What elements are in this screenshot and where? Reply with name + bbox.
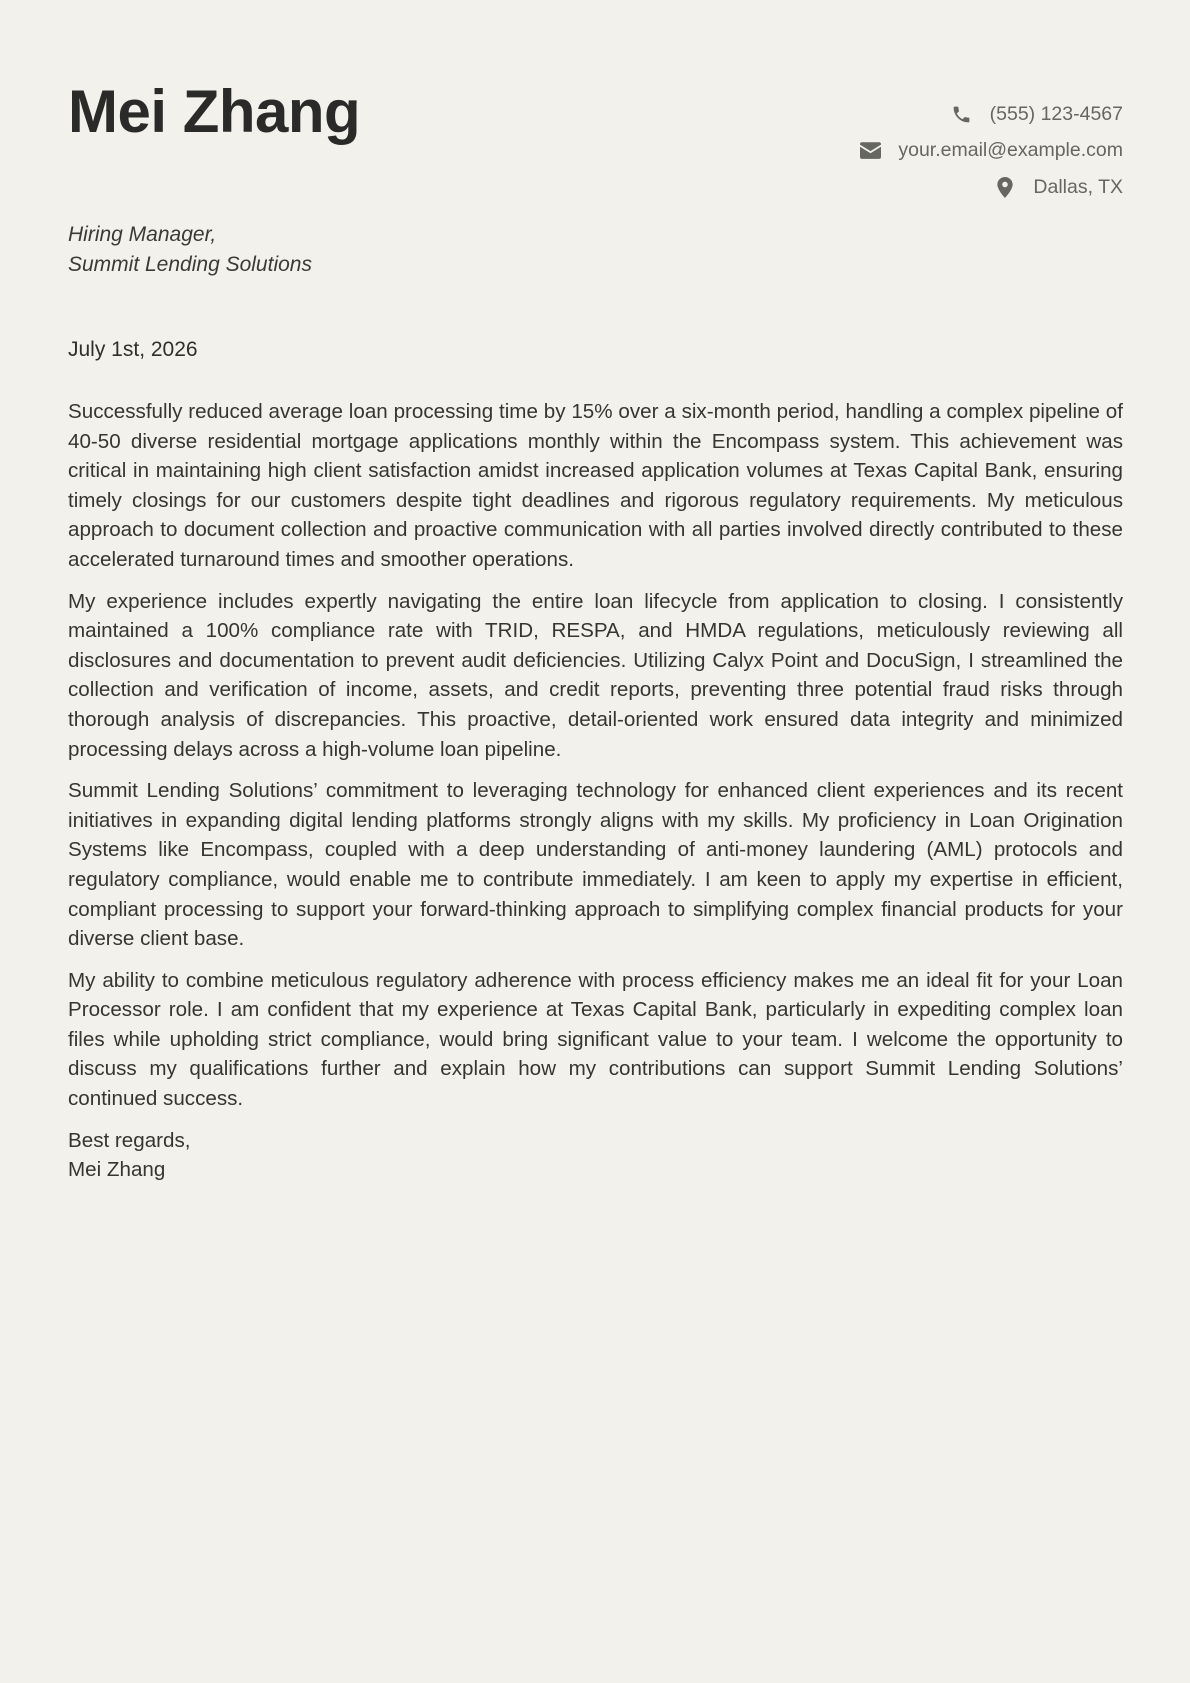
recipient-title: Hiring Manager, bbox=[68, 223, 217, 246]
applicant-name: Mei Zhang bbox=[68, 78, 361, 145]
contact-info bbox=[859, 96, 1123, 206]
letter-date: July 1st, 2026 bbox=[68, 338, 198, 361]
cover-letter-page bbox=[68, 0, 1123, 1683]
envelope-icon bbox=[859, 140, 881, 162]
contact-phone-row bbox=[859, 96, 1123, 133]
closing-signature: Mei Zhang bbox=[68, 1158, 166, 1182]
contact-location: Dallas, TX bbox=[1033, 175, 1123, 198]
contact-location-row bbox=[859, 169, 1123, 206]
letter-header bbox=[68, 0, 1123, 205]
letter-body bbox=[68, 397, 1123, 1185]
contact-email-row bbox=[859, 133, 1123, 170]
recipient-block bbox=[68, 220, 312, 280]
map-pin-icon bbox=[994, 176, 1016, 198]
recipient-company: Summit Lending Solutions bbox=[68, 253, 312, 276]
body-paragraph: Successfully reduced average loan processing time by 15% over a six-month period, handling a complex pipeline of 40-50 diverse residential mortgage applications monthly within the Encompass system. This achievement was critical in maintaining high client satisfaction amidst increased application volumes at Texas Capital Bank, ensuring timely closings for our customers despite tight deadlines and rigorous regulatory requirements. My meticulous approach to document collection and proactive communication with all parties involved directly contributed to these accelerated turnaround times and smoother operations. bbox=[68, 400, 1123, 571]
body-paragraph: My ability to combine meticulous regulatory adherence with process efficiency makes me an ideal fit for your Loan Processor role. I am confident that my experience at Texas Capital Bank, particularly in expediting complex loan files while upholding strict compliance, would bring significant value to your team. I welcome the opportunity to discuss my qualifications further and explain how my contributions can support Summit Lending Solutions’ continued success. bbox=[68, 968, 1123, 1111]
contact-email: your.email@example.com bbox=[898, 139, 1123, 162]
closing-salutation: Best regards, bbox=[68, 1128, 191, 1152]
body-paragraph: Summit Lending Solutions’ commitment to leveraging technology for enhanced client experiences and its recent initiatives in expanding digital lending platforms strongly aligns with my skills. My proficiency in Loan Origination Systems like Encompass, coupled with a deep understanding of anti-money laundering (AML) protocols and regulatory compliance, would enable me to contribute immediately. I am keen to apply my expertise in efficient, compliant processing to support your forward-thinking approach to simplifying complex financial products for your diverse client base. bbox=[68, 779, 1123, 951]
closing-block bbox=[68, 1126, 1123, 1185]
phone-icon bbox=[951, 103, 973, 125]
body-paragraph: My experience includes expertly navigating the entire loan lifecycle from application to closing. I consistently maintained a 100% compliance rate with TRID, RESPA, and HMDA regulations, meticulously reviewing all disclosures and documentation to prevent audit deficiencies. Utilizing Calyx Point and DocuSign, I streamlined the collection and verification of income, assets, and credit reports, preventing three potential fraud risks through thorough analysis of discrepancies. This proactive, detail-oriented work ensured data integrity and minimized processing delays across a high-volume loan pipeline. bbox=[68, 589, 1123, 761]
contact-phone: (555) 123-4567 bbox=[989, 102, 1123, 125]
